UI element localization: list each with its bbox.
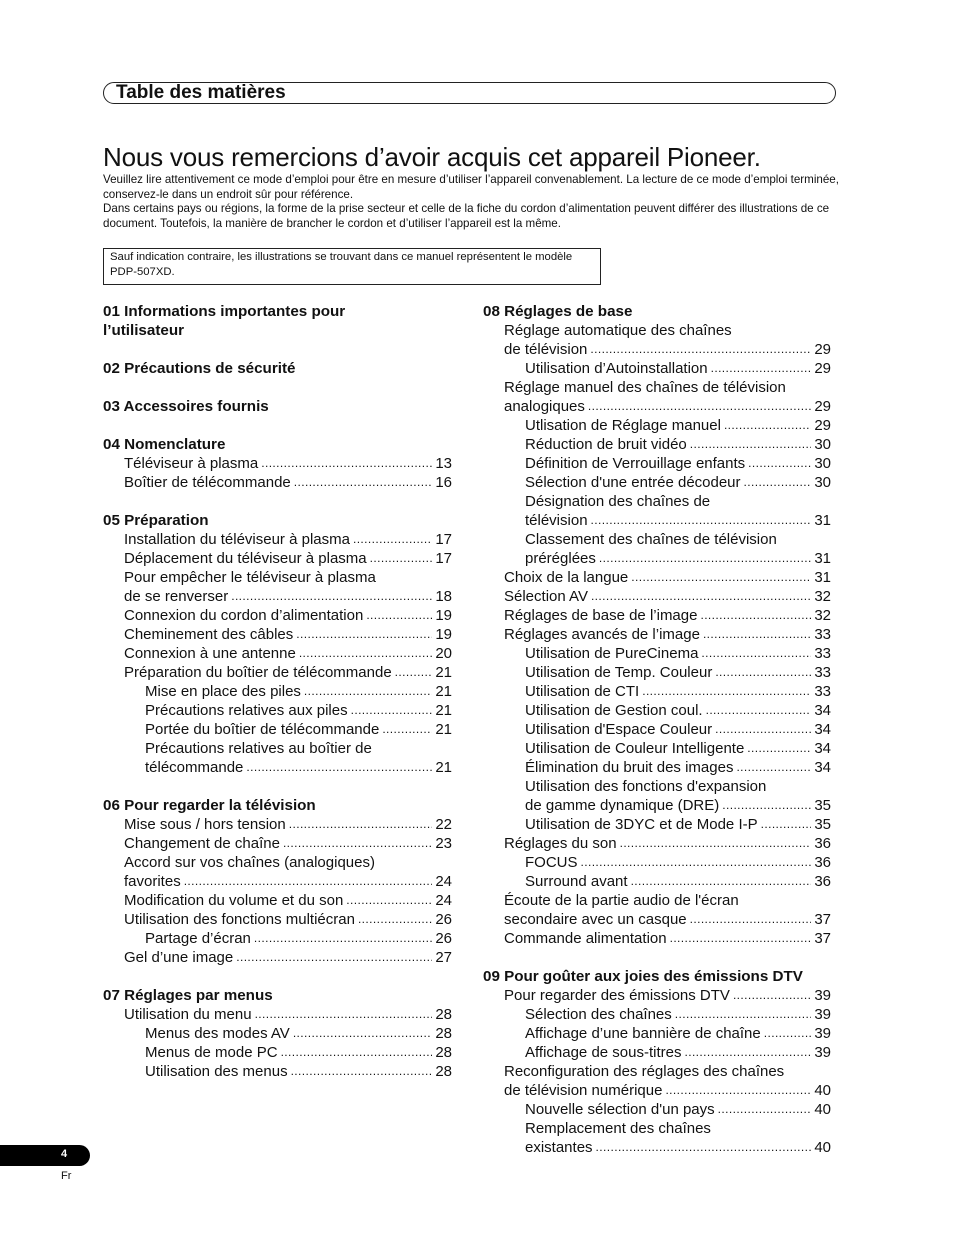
section-title: Table des matières bbox=[116, 82, 286, 103]
dot-leader bbox=[620, 834, 812, 853]
dot-leader bbox=[718, 1100, 812, 1119]
dot-leader bbox=[706, 701, 812, 720]
toc-entry-page: 39 bbox=[814, 1025, 831, 1042]
toc-entry-label[interactable]: Réglage automatique des chaînes bbox=[504, 322, 732, 339]
toc-entry-label: télévision bbox=[525, 512, 588, 529]
toc-entry-label[interactable]: Remplacement des chaînes bbox=[525, 1120, 711, 1137]
toc-entry-page: 37 bbox=[814, 930, 831, 947]
toc-entry-page: 31 bbox=[814, 550, 831, 567]
toc-entry[interactable] bbox=[103, 1005, 452, 1024]
dot-leader bbox=[291, 1062, 433, 1081]
toc-entry[interactable] bbox=[483, 758, 831, 777]
toc-entry-label: télécommande bbox=[145, 759, 244, 776]
toc-section-heading[interactable]: l’utilisateur bbox=[103, 322, 185, 339]
toc-entry-label[interactable]: Pour empêcher le téléviseur à plasma bbox=[124, 569, 376, 586]
toc-entry-page: 33 bbox=[814, 664, 831, 681]
toc-entry-label: Élimination du bruit des images bbox=[525, 759, 734, 776]
toc-entry[interactable] bbox=[483, 701, 831, 720]
dot-leader bbox=[591, 511, 812, 530]
toc-entry-label[interactable]: Reconfiguration des réglages des chaînes bbox=[504, 1063, 785, 1080]
dot-leader bbox=[715, 720, 811, 739]
toc-section-heading[interactable]: 04 Nomenclature bbox=[103, 436, 226, 453]
dot-leader bbox=[675, 1005, 812, 1024]
toc-entry-page: 21 bbox=[435, 721, 452, 738]
toc-entry-page: 21 bbox=[435, 759, 452, 776]
toc-entry-label: Utilisation des fonctions multiécran bbox=[124, 911, 355, 928]
toc-entry-label: Utilisation de CTI bbox=[525, 683, 640, 700]
toc-entry[interactable] bbox=[103, 720, 452, 739]
toc-section-heading[interactable]: 06 Pour regarder la télévision bbox=[103, 797, 316, 814]
toc-entry-label: Nouvelle sélection d'un pays bbox=[525, 1101, 715, 1118]
toc-entry-page: 18 bbox=[435, 588, 452, 605]
toc-entry-page: 20 bbox=[435, 645, 452, 662]
toc-entry[interactable] bbox=[103, 834, 452, 853]
toc-section-heading[interactable]: 02 Précautions de sécurité bbox=[103, 360, 296, 377]
dot-leader bbox=[346, 891, 432, 910]
section-header bbox=[103, 82, 836, 104]
dot-leader bbox=[631, 568, 811, 587]
toc-entry[interactable] bbox=[103, 644, 452, 663]
dot-leader bbox=[596, 1138, 812, 1157]
toc-section-heading[interactable]: 09 Pour goûter aux joies des émissions DTV bbox=[483, 968, 803, 985]
dot-leader bbox=[296, 625, 432, 644]
dot-leader bbox=[293, 1024, 433, 1043]
toc-entry-page: 36 bbox=[814, 873, 831, 890]
toc-section-heading[interactable]: 05 Préparation bbox=[103, 512, 209, 529]
toc-entry[interactable] bbox=[483, 929, 831, 948]
toc-entry-label: Préparation du boîtier de télécommande bbox=[124, 664, 392, 681]
toc-entry-page: 34 bbox=[814, 721, 831, 738]
toc-entry-page: 21 bbox=[435, 664, 452, 681]
toc-entry-label: préréglées bbox=[525, 550, 596, 567]
toc-entry[interactable] bbox=[103, 1043, 452, 1062]
toc-entry-label: Connexion à une antenne bbox=[124, 645, 296, 662]
toc-entry[interactable] bbox=[483, 910, 831, 929]
toc-entry-label: favorites bbox=[124, 873, 181, 890]
toc-entry[interactable] bbox=[103, 701, 452, 720]
toc-entry-page: 28 bbox=[435, 1044, 452, 1061]
toc-entry[interactable] bbox=[103, 1062, 452, 1081]
toc-entry[interactable] bbox=[103, 1024, 452, 1043]
dot-leader bbox=[299, 644, 433, 663]
toc-entry-label: Utlisation de Réglage manuel bbox=[525, 417, 721, 434]
dot-leader bbox=[684, 1043, 811, 1062]
toc-entry-label: Utilisation de Gestion coul. bbox=[525, 702, 703, 719]
toc-entry[interactable] bbox=[103, 929, 452, 948]
toc-entry-label: Partage d’écran bbox=[145, 930, 251, 947]
dot-leader bbox=[631, 872, 812, 891]
dot-leader bbox=[304, 682, 432, 701]
toc-entry[interactable] bbox=[483, 625, 831, 644]
dot-leader bbox=[395, 663, 433, 682]
toc-entry-page: 29 bbox=[814, 341, 831, 358]
dot-leader bbox=[736, 758, 811, 777]
dot-leader bbox=[255, 1005, 433, 1024]
dot-leader bbox=[231, 587, 432, 606]
dot-leader bbox=[703, 625, 811, 644]
toc-entry-page: 30 bbox=[814, 474, 831, 491]
toc-entry-page: 22 bbox=[435, 816, 452, 833]
toc-entry[interactable] bbox=[483, 853, 831, 872]
toc-entry-label: Affichage d’une bannière de chaîne bbox=[525, 1025, 761, 1042]
toc-entry-label: Sélection AV bbox=[504, 588, 588, 605]
toc-entry-page: 40 bbox=[814, 1082, 831, 1099]
toc-entry-page: 35 bbox=[814, 816, 831, 833]
dot-leader bbox=[254, 929, 432, 948]
toc-entry[interactable] bbox=[103, 587, 452, 606]
toc-entry-label: FOCUS bbox=[525, 854, 578, 871]
toc-entry[interactable] bbox=[483, 511, 831, 530]
toc-entry-page: 28 bbox=[435, 1063, 452, 1080]
intro-paragraph: Dans certains pays ou régions, la forme de la prise secteur et celle de la fiche du cordon d’alimentation peuvent différer des illustrations de ce document. Toutefois, la manière de brancher le cordon et d’utiliser l’appareil est la même. bbox=[103, 202, 830, 230]
toc-entry-label: Précautions relatives aux piles bbox=[145, 702, 348, 719]
dot-leader bbox=[581, 853, 812, 872]
toc-entry-page: 21 bbox=[435, 702, 452, 719]
toc-entry[interactable] bbox=[483, 796, 831, 815]
toc-entry-page: 17 bbox=[435, 550, 452, 567]
toc-entry-page: 23 bbox=[435, 835, 452, 852]
toc-entry-label: Réglages du son bbox=[504, 835, 617, 852]
toc-entry-page: 33 bbox=[814, 645, 831, 662]
toc-entry-page: 27 bbox=[435, 949, 452, 966]
toc-entry-label: Définition de Verrouillage enfants bbox=[525, 455, 746, 472]
toc-entry[interactable] bbox=[483, 986, 831, 1005]
toc-entry-page: 29 bbox=[814, 398, 831, 415]
toc-section-heading[interactable]: 07 Réglages par menus bbox=[103, 987, 273, 1004]
toc-entry-page: 35 bbox=[814, 797, 831, 814]
toc-entry[interactable] bbox=[483, 340, 831, 359]
dot-leader bbox=[283, 834, 432, 853]
dot-leader bbox=[358, 910, 432, 929]
toc-entry-label: Sélection d'une entrée décodeur bbox=[525, 474, 741, 491]
dot-leader bbox=[744, 473, 812, 492]
toc-entry-page: 26 bbox=[435, 911, 452, 928]
toc-entry[interactable] bbox=[483, 473, 831, 492]
toc-entry-label: Utilisation de 3DYC et de Mode I-P bbox=[525, 816, 758, 833]
dot-leader bbox=[351, 701, 433, 720]
toc-entry-page: 30 bbox=[814, 436, 831, 453]
dot-leader bbox=[588, 397, 811, 416]
toc-entry-label[interactable]: Désignation des chaînes de bbox=[525, 493, 711, 510]
toc-entry-page: 24 bbox=[435, 873, 452, 890]
dot-leader bbox=[722, 796, 811, 815]
toc-entry-page: 37 bbox=[814, 911, 831, 928]
toc-entry-page: 31 bbox=[814, 569, 831, 586]
toc-entry-label: Modification du volume et du son bbox=[124, 892, 344, 909]
toc-entry[interactable] bbox=[483, 397, 831, 416]
language-code: Fr bbox=[61, 1170, 72, 1182]
toc-entry[interactable] bbox=[483, 568, 831, 587]
toc-entry-page: 28 bbox=[435, 1006, 452, 1023]
toc-entry[interactable] bbox=[103, 663, 452, 682]
toc-entry-page: 33 bbox=[814, 683, 831, 700]
toc-entry[interactable] bbox=[483, 1081, 831, 1100]
toc-entry-label: Pour regarder des émissions DTV bbox=[504, 987, 730, 1004]
toc-entry[interactable] bbox=[483, 416, 831, 435]
toc-entry[interactable] bbox=[103, 682, 452, 701]
toc-entry-page: 34 bbox=[814, 759, 831, 776]
toc-entry-label[interactable]: Précautions relatives au boîtier de bbox=[145, 740, 372, 757]
toc-entry-label: de télévision bbox=[504, 341, 588, 358]
toc-entry-page: 26 bbox=[435, 930, 452, 947]
toc-entry-page: 28 bbox=[435, 1025, 452, 1042]
dot-leader bbox=[590, 340, 811, 359]
toc-entry[interactable] bbox=[483, 359, 831, 378]
dot-leader bbox=[690, 435, 812, 454]
toc-entry[interactable] bbox=[483, 1024, 831, 1043]
dot-leader bbox=[236, 948, 432, 967]
dot-leader bbox=[246, 758, 432, 777]
toc-entry-label: Mise sous / hors tension bbox=[124, 816, 286, 833]
toc-entry-label: Utilisation de Temp. Couleur bbox=[525, 664, 713, 681]
toc-entry[interactable] bbox=[483, 644, 831, 663]
toc-entry-page: 21 bbox=[435, 683, 452, 700]
toc-right-column bbox=[483, 302, 831, 1157]
toc-entry-page: 31 bbox=[814, 512, 831, 529]
toc-entry-label: Utilisation d'Espace Couleur bbox=[525, 721, 713, 738]
toc-entry[interactable] bbox=[103, 549, 452, 568]
toc-entry-label: Réglages avancés de l’image bbox=[504, 626, 700, 643]
toc-entry-page: 34 bbox=[814, 702, 831, 719]
toc-entry[interactable] bbox=[483, 1005, 831, 1024]
toc-left-column bbox=[103, 302, 452, 1081]
toc-entry[interactable] bbox=[483, 454, 831, 473]
toc-entry-label: secondaire avec un casque bbox=[504, 911, 687, 928]
dot-leader bbox=[700, 606, 811, 625]
toc-entry[interactable] bbox=[483, 739, 831, 758]
page-title: Nous vous remercions d’avoir acquis cet appareil Pioneer. bbox=[103, 142, 761, 172]
dot-leader bbox=[665, 1081, 811, 1100]
toc-entry[interactable] bbox=[483, 872, 831, 891]
dot-leader bbox=[747, 739, 811, 758]
toc-entry[interactable] bbox=[103, 530, 452, 549]
toc-entry-label: Utilisation de Couleur Intelligente bbox=[525, 740, 745, 757]
page-number: 4 bbox=[61, 1148, 68, 1160]
toc-entry[interactable] bbox=[103, 910, 452, 929]
dot-leader bbox=[715, 663, 811, 682]
dot-leader bbox=[764, 1024, 812, 1043]
toc-section-heading[interactable]: 08 Réglages de base bbox=[483, 303, 633, 320]
intro-text bbox=[103, 173, 843, 231]
toc-entry-page: 40 bbox=[814, 1139, 831, 1156]
toc-entry-label: Boîtier de télécommande bbox=[124, 474, 291, 491]
toc-entry[interactable] bbox=[103, 891, 452, 910]
toc-entry-label[interactable]: Écoute de la partie audio de l'écran bbox=[504, 892, 739, 909]
toc-entry[interactable] bbox=[483, 815, 831, 834]
toc-entry[interactable] bbox=[483, 834, 831, 853]
toc-entry-label: Téléviseur à plasma bbox=[124, 455, 259, 472]
toc-entry-page: 32 bbox=[814, 607, 831, 624]
toc-entry-label: existantes bbox=[525, 1139, 593, 1156]
toc-entry-page: 36 bbox=[814, 854, 831, 871]
toc-entry-page: 32 bbox=[814, 588, 831, 605]
toc-entry-label[interactable]: Réglage manuel des chaînes de télévision bbox=[504, 379, 786, 396]
toc-entry[interactable] bbox=[103, 454, 452, 473]
toc-entry-label: analogiques bbox=[504, 398, 585, 415]
dot-leader bbox=[382, 720, 432, 739]
toc-entry[interactable] bbox=[483, 663, 831, 682]
toc-entry[interactable] bbox=[103, 606, 452, 625]
toc-entry[interactable] bbox=[103, 758, 452, 777]
toc-entry-label: Sélection des chaînes bbox=[525, 1006, 672, 1023]
dot-leader bbox=[670, 929, 812, 948]
toc-entry-label: Gel d’une image bbox=[124, 949, 234, 966]
toc-entry-label: Portée du boîtier de télécommande bbox=[145, 721, 380, 738]
dot-leader bbox=[370, 549, 433, 568]
toc-entry-label: Utilisation du menu bbox=[124, 1006, 252, 1023]
toc-entry-label: Utilisation des menus bbox=[145, 1063, 288, 1080]
dot-leader bbox=[701, 644, 811, 663]
intro-paragraph: Veuillez lire attentivement ce mode d’emploi pour être en mesure d’utiliser l’appareil convenablement. La lecture de ce mode d’emploi terminée, conservez-le dans un endroit sûr pour référence. bbox=[103, 173, 839, 201]
toc-entry-page: 30 bbox=[814, 455, 831, 472]
toc-entry-label[interactable]: Accord sur vos chaînes (analogiques) bbox=[124, 854, 375, 871]
illustration-note: Sauf indication contraire, les illustrations se trouvant dans ce manuel représentent le modèle PDP-507XD. bbox=[103, 248, 601, 285]
toc-entry-page: 33 bbox=[814, 626, 831, 643]
toc-entry-label: Commande alimentation bbox=[504, 930, 667, 947]
toc-entry-label: Déplacement du téléviseur à plasma bbox=[124, 550, 367, 567]
dot-leader bbox=[281, 1043, 433, 1062]
toc-entry[interactable] bbox=[483, 587, 831, 606]
toc-entry-page: 19 bbox=[435, 607, 452, 624]
toc-entry-label: Réduction de bruit vidéo bbox=[525, 436, 687, 453]
dot-leader bbox=[711, 359, 812, 378]
toc-entry-label: Utilisation d’Autoinstallation bbox=[525, 360, 708, 377]
toc-entry[interactable] bbox=[483, 1138, 831, 1157]
dot-leader bbox=[733, 986, 811, 1005]
toc-entry[interactable] bbox=[103, 948, 452, 967]
toc-entry[interactable] bbox=[483, 435, 831, 454]
toc-section-heading[interactable]: 03 Accessoires fournis bbox=[103, 398, 269, 415]
toc-entry-label: Mise en place des piles bbox=[145, 683, 301, 700]
toc-entry-page: 39 bbox=[814, 1006, 831, 1023]
dot-leader bbox=[724, 416, 811, 435]
toc-entry-page: 24 bbox=[435, 892, 452, 909]
toc-entry-page: 29 bbox=[814, 360, 831, 377]
toc-entry[interactable] bbox=[103, 473, 452, 492]
toc-entry-page: 19 bbox=[435, 626, 452, 643]
toc-entry-page: 39 bbox=[814, 987, 831, 1004]
toc-entry[interactable] bbox=[103, 625, 452, 644]
dot-leader bbox=[261, 454, 432, 473]
dot-leader bbox=[366, 606, 432, 625]
dot-leader bbox=[761, 815, 812, 834]
toc-entry-page: 29 bbox=[814, 417, 831, 434]
dot-leader bbox=[642, 682, 811, 701]
toc-entry-page: 17 bbox=[435, 531, 452, 548]
dot-leader bbox=[591, 587, 811, 606]
dot-leader bbox=[690, 910, 812, 929]
toc-entry-label: Installation du téléviseur à plasma bbox=[124, 531, 350, 548]
toc-entry-page: 16 bbox=[435, 474, 452, 491]
toc-entry-label: Choix de la langue bbox=[504, 569, 629, 586]
page-number-tab bbox=[0, 1145, 90, 1166]
toc-entry-label[interactable]: Utilisation des fonctions d'expansion bbox=[525, 778, 767, 795]
dot-leader bbox=[289, 815, 433, 834]
toc-entry-page: 13 bbox=[435, 455, 452, 472]
toc-entry-page: 36 bbox=[814, 835, 831, 852]
toc-entry-page: 39 bbox=[814, 1044, 831, 1061]
toc-entry[interactable] bbox=[483, 682, 831, 701]
toc-entry-label: de gamme dynamique (DRE) bbox=[525, 797, 720, 814]
toc-entry[interactable] bbox=[103, 872, 452, 891]
dot-leader bbox=[184, 872, 433, 891]
toc-entry-label: Réglages de base de l’image bbox=[504, 607, 698, 624]
toc-entry-label: Surround avant bbox=[525, 873, 628, 890]
toc-entry-label: Affichage de sous-titres bbox=[525, 1044, 682, 1061]
toc-entry-label[interactable]: Classement des chaînes de télévision bbox=[525, 531, 777, 548]
toc-entry-label: de télévision numérique bbox=[504, 1082, 663, 1099]
toc-entry[interactable] bbox=[483, 549, 831, 568]
toc-entry[interactable] bbox=[103, 815, 452, 834]
toc-entry-page: 34 bbox=[814, 740, 831, 757]
toc-entry-label: Connexion du cordon d’alimentation bbox=[124, 607, 364, 624]
toc-entry-page: 40 bbox=[814, 1101, 831, 1118]
toc-entry-label: de se renverser bbox=[124, 588, 229, 605]
toc-entry[interactable] bbox=[483, 1100, 831, 1119]
dot-leader bbox=[599, 549, 811, 568]
dot-leader bbox=[294, 473, 433, 492]
toc-entry[interactable] bbox=[483, 720, 831, 739]
toc-entry[interactable] bbox=[483, 606, 831, 625]
toc-entry-label: Menus de mode PC bbox=[145, 1044, 278, 1061]
toc-entry-label: Utilisation de PureCinema bbox=[525, 645, 699, 662]
toc-section-heading[interactable]: 01 Informations importantes pour bbox=[103, 303, 346, 320]
dot-leader bbox=[748, 454, 811, 473]
toc-entry-label: Cheminement des câbles bbox=[124, 626, 294, 643]
toc-entry[interactable] bbox=[483, 1043, 831, 1062]
toc-entry-label: Changement de chaîne bbox=[124, 835, 280, 852]
dot-leader bbox=[353, 530, 432, 549]
toc-entry-label: Menus des modes AV bbox=[145, 1025, 290, 1042]
